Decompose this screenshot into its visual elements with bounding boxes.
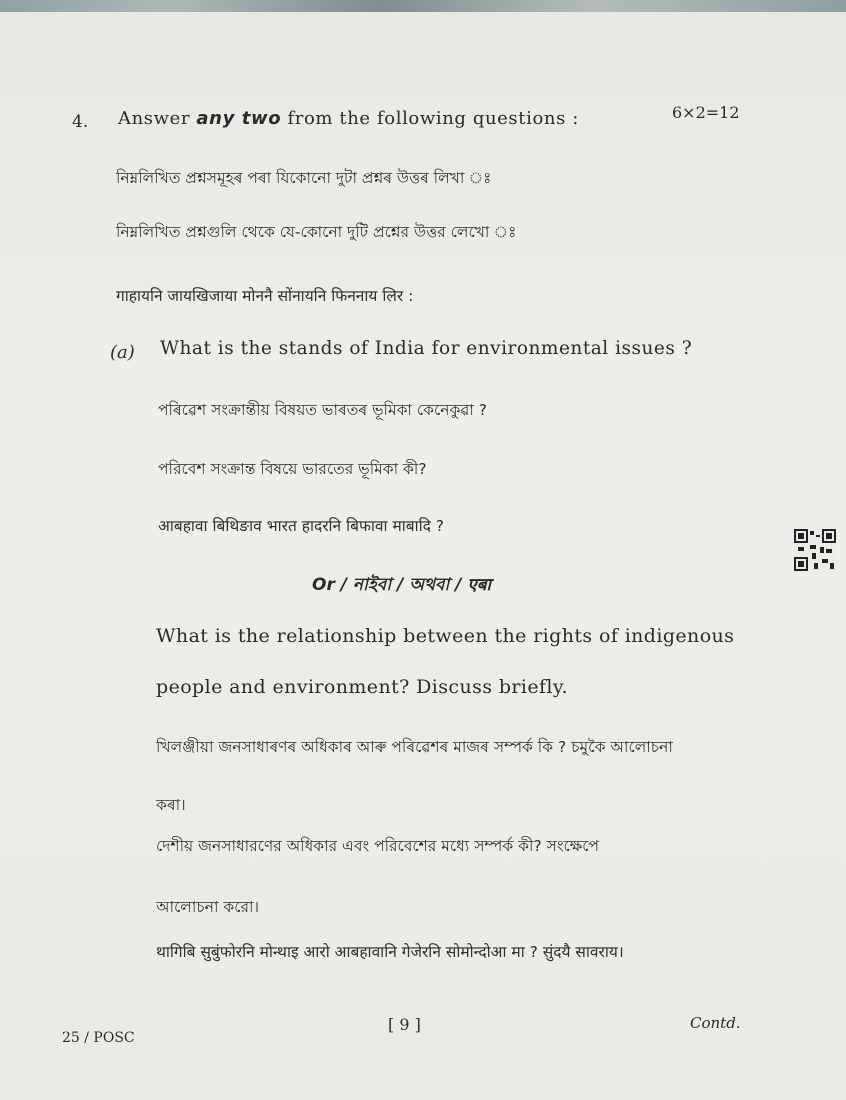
instruction-bengali: নিম্নলিখিত প্রশ্নগুলি থেকে যে-কোনো দুটি প্রশ্নের উত্তর লেখো ঃ <box>116 223 517 241</box>
alt-english-line1: What is the relationship between the rights of indigenous <box>156 625 735 647</box>
qr-code-icon <box>794 529 836 571</box>
part-a-english: What is the stands of India for environmental issues ? <box>160 338 693 359</box>
part-a-bodo: आबहावा बिथिङाव भारत हादरनि बिफावा माबादि ? <box>158 517 445 535</box>
question-number: 4. <box>72 112 89 132</box>
part-a-assamese: পৰিৱেশ সংক্ৰান্তীয় বিষয়ত ভাৰতৰ ভূমিকা কেনেকুৱা ? <box>158 401 488 419</box>
alt-english-line2: people and environment? Discuss briefly. <box>156 676 568 698</box>
paper-code: 25 / POSC <box>62 1030 135 1046</box>
part-a-bengali: পরিবেশ সংক্রান্ত বিষয়ে ভারতের ভূমিকা কী? <box>158 460 427 478</box>
question-stem <box>118 108 579 129</box>
page-number: [ 9 ] <box>388 1015 421 1034</box>
question-marks: 6×2=12 <box>672 103 740 122</box>
alt-bengali-line2: আলোচনা করো। <box>156 898 260 916</box>
alt-assamese-line2: কৰা। <box>156 796 186 814</box>
alt-assamese-line1: খিলঞ্জীয়া জনসাধাৰণৰ অধিকাৰ আৰু পৰিৱেশৰ মাজৰ সম্পৰ্ক কি ? চমুকৈ আলোচনা <box>156 738 673 756</box>
instruction-bodo: गाहायनि जायखिजाया मोननै सोंनायनि फिननाय लिर : <box>116 287 414 305</box>
stem-prefix: Answer <box>118 108 191 129</box>
instruction-assamese: নিম্নলিখিত প্ৰশ্নসমূহৰ পৰা যিকোনো দুটা প্ৰশ্নৰ উত্তৰ লিখা ঃ <box>116 169 492 187</box>
or-separator: Or / নাইবা / অথবা / एबा <box>312 575 491 595</box>
stem-emphasis: any two <box>196 108 282 129</box>
torn-top-edge <box>0 0 846 12</box>
stem-suffix: from the following questions : <box>287 108 579 129</box>
part-a-label: (a) <box>110 342 135 363</box>
continued-label: Contd. <box>690 1014 741 1032</box>
alt-bengali-line1: দেশীয় জনসাধারণের অধিকার এবং পরিবেশের মধ্যে সম্পর্ক কী? সংক্ষেপে <box>156 837 600 855</box>
alt-bodo: थागिबि सुबुंफोरनि मोन्थाइ आरो आबहावानि गेजेरनि सोमोन्दोआ मा ? सुंदयै सावराय। <box>156 943 624 961</box>
